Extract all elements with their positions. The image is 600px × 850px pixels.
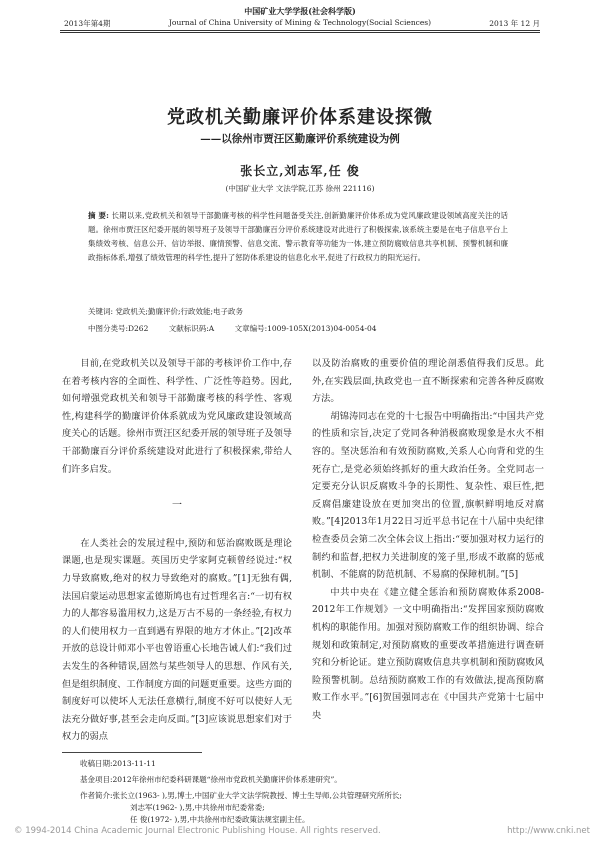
body-paragraph: 胡锦涛同志在党的十七报告中明确指出:“中国共产党的性质和宗旨,决定了党同各种消极腐败现象是水火不相容的。坚决惩治和有效预防腐败,关系人心向背和党的生死存亡,是党必须始终抓好的重大政治任务。全党同志一定要充分认识反腐败斗争的长期性、复杂性、艰巨性,把反腐倡廉建设放在更加突出的位置,旗帜鲜明地反对腐败。”[4]2013年1月22日习近平总书记在十八届中央纪律检查委员会第二次全体会议上指出:“要加强对权力运行的制约和监督,把权力关进制度的笼子里,形成不敢腐的惩戒机制、不能腐的防范机制、不易腐的保障机制。”[5]: [312, 410, 544, 581]
abstract: [88, 209, 508, 265]
article-number: 文章编号:1009-105X(2013)04-0054-04: [234, 324, 377, 333]
body-paragraph: 目前,在党政机关以及领导干部的考核评价工作中,存在着考核内容的全面性、科学性、广泛性等趋势。因此,如何增强党政机关和领导干部勤廉考核的科学性、客观性,构建科学的勤廉评价体系就成为党风廉政建设领域高度关心的话题。徐州市贾汪区纪委开展的领导班子及领导干部勤廉百分评价系统建设对此进行了积极探索,带给人们许多启发。: [62, 358, 292, 475]
body-column-left: [62, 355, 292, 746]
keywords: [88, 306, 508, 317]
keywords-label: 关键词:: [88, 307, 114, 316]
author-note: 刘志军(1962- ),男,中共徐州市纪委常委;: [130, 803, 265, 812]
section-heading: 一: [172, 500, 182, 512]
body-column-right: [312, 355, 544, 724]
body-paragraph: 以及防治腐败的重要价值的理论剖悉值得我们反思。此外,在实践层面,执政党也一直不断探索和完善各种反腐败方法。: [312, 358, 544, 405]
copyright-text: © 1994-2014 China Academic Journal Electronic Publishing House. All rights reserved.: [14, 826, 381, 836]
classification-line: [88, 323, 508, 334]
author-note-label: 作者简介:: [80, 791, 113, 800]
author-note: 任 俊(1972- ),男,中共徐州市纪委政策法规室副主任。: [130, 815, 310, 824]
author-note: 张长立(1963- ),男,博士,中国矿业大学文法学院教授、博士生导师,公共管理研究所所长;: [112, 791, 402, 800]
footnote-received: 收稿日期:2013-11-11: [80, 759, 156, 768]
abstract-text: 长期以来,党政机关和领导干部勤廉考核的科学性问题备受关注,创新勤廉评价体系成为党风廉政建设领域高度关注的话题。徐州市贾汪区纪委开展的领导班子及领导干部勤廉百分评价系统建设对此进行了积极探索,该系统主要是在电子信息平台上集绩效考核、信息公开、信访举报、廉情预警、信息交流、警示教育等功能为一体,建立预防腐败信息共享机制、预警机制和廉政指标体系,增强了绩效管理的科学性,提升了惩防体系建设的信息化水平,促进了行政权力的阳光运行。: [88, 211, 508, 262]
article-title: 党政机关勤廉评价体系建设探微: [167, 107, 433, 128]
journal-name-en: Journal of China University of Mining & Technology(Social Sciences): [168, 18, 432, 27]
abstract-label: 摘 要:: [88, 211, 109, 220]
keywords-text: 党政机关;勤廉评价;行政效能;电子政务: [115, 307, 244, 316]
journal-name-cn: 中国矿业大学学报(社会科学版): [244, 6, 356, 16]
issue-date: 2013 年 12 月: [489, 19, 540, 28]
cnki-link[interactable]: http://www.cnki.net: [507, 826, 590, 836]
footnote-fund: 基金项目:2012年徐州市纪委科研课题“徐州市党政机关勤廉评价体系建研究”。: [80, 775, 342, 784]
article-authors: 张长立,刘志军,任 俊: [240, 164, 360, 178]
footnote-rule: [62, 752, 202, 753]
header-rule: [60, 30, 540, 33]
author-affiliation: (中国矿业大学 文法学院,江苏 徐州 221116): [225, 184, 375, 193]
footnote-authors: [80, 790, 560, 826]
body-paragraph: 中共中央在《建立健全惩治和预防腐败体系2008-2012年工作规划》一文中明确指出:“发挥国家预防腐败机构的职能作用。加强对预防腐败工作的组织协调、综合规划和政策制定,对预防腐败的重要改革措施进行调查研究和分析论证。建立预防腐败信息共享机制和预防腐败风险预警机制。总结预防腐败工作的有效做法,提高预防腐败工作水平。”[6]贺国强同志在《中国共产党第十七届中央: [312, 586, 544, 721]
document-code: 文献标识码:A: [168, 324, 215, 333]
clc-number: 中图分类号:D262: [88, 324, 149, 333]
body-paragraph: 在人类社会的发展过程中,预防和惩治腐败既是理论课题,也是现实课题。英国历史学家阿克顿曾经说过:“权力导致腐败,绝对的权力导致绝对的腐败。”[1]无独有偶,法国启蒙运动思想家孟德斯鸠也有过哲理名言:“一切有权力的人都容易滥用权力,这是万古不易的一条经验,有权力的人们使用权力一直到遇有界限的地方才休止。”[2]改革开放的总设计师邓小平也曾语重心长地告诫人们:“我们过去发生的各种错误,固然与某些领导人的思想、作风有关,但是组织制度、工作制度方面的问题更重要。这些方面的制度好可以使坏人无法任意横行,制度不好可以使好人无法充分做好事,甚至会走向反面。”[3]应该说思想家们对于权力的弱点: [62, 537, 292, 743]
article-subtitle: ——以徐州市贾汪区勤廉评价系统建设为例: [200, 133, 400, 145]
issue-label: 2013年第4期: [64, 19, 111, 28]
